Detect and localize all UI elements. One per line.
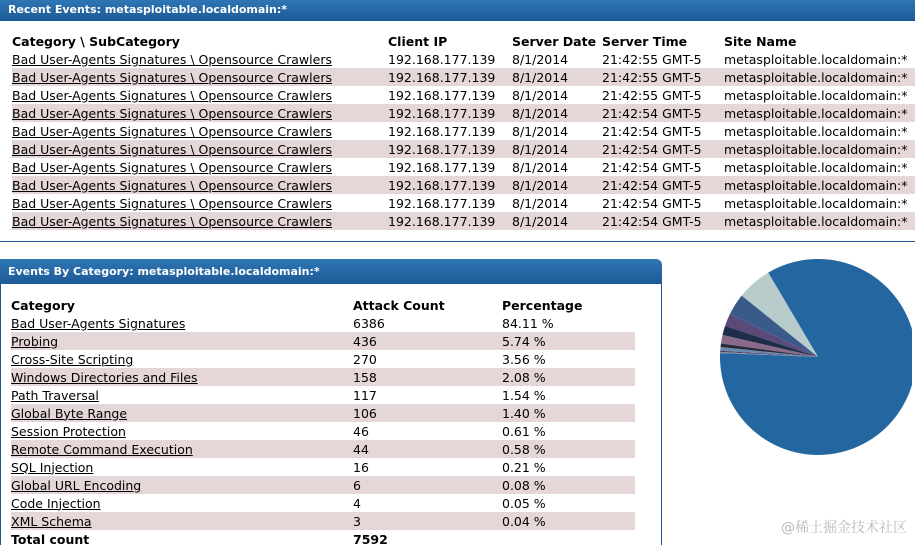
recent-event-cell: 21:42:55 GMT-5 (602, 51, 702, 67)
recent-event-cell: 8/1/2014 (512, 159, 569, 175)
recent-event-category-link[interactable]: Bad User-Agents Signatures \ Opensource Crawlers (12, 195, 332, 211)
recent-event-category-link[interactable]: Bad User-Agents Signatures \ Opensource Crawlers (12, 213, 332, 229)
category-row (11, 458, 635, 476)
category-cell: 1.54 % (502, 387, 546, 403)
recent-event-row (12, 104, 915, 122)
category-col-header: Attack Count (353, 297, 445, 313)
category-link[interactable]: Bad User-Agents Signatures (11, 315, 186, 331)
recent-event-cell: metasploitable.localdomain:* (724, 123, 908, 139)
recent-event-category-link[interactable]: Bad User-Agents Signatures \ Opensource Crawlers (12, 123, 332, 139)
category-link[interactable]: XML Schema (11, 513, 92, 529)
recent-col-header: Server Time (602, 33, 688, 49)
category-row (11, 476, 635, 494)
recent-event-cell: 192.168.177.139 (388, 140, 512, 158)
recent-event-cell: 192.168.177.139 (388, 212, 512, 230)
recent-event-cell: 21:42:54 GMT-5 (602, 195, 702, 211)
category-cell: 0.04 % (502, 512, 635, 530)
category-cell: 44 (353, 440, 502, 458)
recent-event-cell: metasploitable.localdomain:* (724, 104, 915, 122)
recent-event-cell (12, 212, 388, 230)
category-cell (11, 458, 353, 476)
category-row (11, 422, 635, 440)
recent-event-cell: metasploitable.localdomain:* (724, 176, 915, 194)
total-label: Total count (11, 531, 90, 547)
events-by-category-title: Events By Category: metasploitable.localdomain:* (8, 265, 320, 278)
recent-event-cell: 21:42:54 GMT-5 (602, 123, 702, 139)
recent-event-cell: 21:42:55 GMT-5 (602, 87, 702, 103)
recent-col-header: Category \ SubCategory (12, 33, 180, 49)
category-cell: 16 (353, 459, 369, 475)
recent-event-cell: 8/1/2014 (512, 195, 569, 211)
recent-event-row (12, 50, 915, 68)
recent-event-cell (12, 176, 388, 194)
recent-events-header (0, 0, 915, 21)
recent-col-header: Site Name (724, 33, 797, 49)
recent-event-cell: metasploitable.localdomain:* (724, 51, 908, 67)
category-cell: 2.08 % (502, 368, 635, 386)
category-link[interactable]: Cross-Site Scripting (11, 351, 134, 367)
recent-event-cell: 21:42:54 GMT-5 (602, 104, 724, 122)
events-by-category-table (11, 296, 635, 548)
category-cell: 0.05 % (502, 495, 546, 511)
recent-event-row (12, 176, 915, 194)
recent-event-cell: 21:42:54 GMT-5 (602, 212, 724, 230)
category-link[interactable]: Windows Directories and Files (11, 369, 198, 385)
category-row (11, 314, 635, 332)
recent-event-row (12, 122, 915, 140)
recent-event-cell: 8/1/2014 (512, 176, 602, 194)
recent-event-cell (12, 86, 388, 104)
recent-event-cell (12, 158, 388, 176)
category-cell: 158 (353, 368, 502, 386)
recent-event-category-link[interactable]: Bad User-Agents Signatures \ Opensource Crawlers (12, 141, 332, 157)
category-cell (11, 314, 353, 332)
category-cell: 0.58 % (502, 440, 635, 458)
recent-event-cell: 192.168.177.139 (388, 51, 496, 67)
category-cell: 117 (353, 387, 377, 403)
total-value: 7592 (353, 531, 388, 547)
recent-event-category-link[interactable]: Bad User-Agents Signatures \ Opensource Crawlers (12, 159, 332, 175)
events-by-category-header (0, 259, 662, 284)
category-cell: 0.21 % (502, 459, 546, 475)
recent-event-cell (12, 140, 388, 158)
recent-event-cell (12, 122, 388, 140)
category-link[interactable]: Session Protection (11, 423, 126, 439)
category-cell: 270 (353, 351, 377, 367)
recent-event-cell: 192.168.177.139 (388, 104, 512, 122)
recent-events-body (12, 50, 915, 230)
category-cell (11, 422, 353, 440)
recent-event-category-link[interactable]: Bad User-Agents Signatures \ Opensource Crawlers (12, 87, 332, 103)
recent-events-table (12, 32, 915, 230)
recent-event-category-link[interactable]: Bad User-Agents Signatures \ Opensource Crawlers (12, 69, 332, 85)
recent-event-row (12, 212, 915, 230)
recent-event-row (12, 68, 915, 86)
category-cell: 1.40 % (502, 404, 635, 422)
recent-event-cell: 192.168.177.139 (388, 159, 496, 175)
recent-event-cell: metasploitable.localdomain:* (724, 140, 915, 158)
category-cell (11, 332, 353, 350)
recent-event-cell: 8/1/2014 (512, 140, 602, 158)
recent-event-cell (12, 50, 388, 68)
category-col-header: Category (11, 297, 75, 313)
recent-event-cell: 8/1/2014 (512, 51, 569, 67)
recent-event-cell: 8/1/2014 (512, 123, 569, 139)
category-cell: 6386 (353, 315, 385, 331)
category-cell: 46 (353, 423, 369, 439)
category-cell: 5.74 % (502, 332, 635, 350)
category-body (11, 314, 635, 548)
recent-event-cell: 8/1/2014 (512, 68, 602, 86)
category-cell (11, 368, 353, 386)
recent-event-category-link[interactable]: Bad User-Agents Signatures \ Opensource Crawlers (12, 51, 332, 67)
category-row (11, 368, 635, 386)
recent-event-cell: metasploitable.localdomain:* (724, 212, 915, 230)
recent-event-cell (12, 194, 388, 212)
recent-event-cell: metasploitable.localdomain:* (724, 68, 915, 86)
category-cell: 436 (353, 332, 502, 350)
recent-event-cell: 21:42:55 GMT-5 (602, 68, 724, 86)
recent-event-cell: 192.168.177.139 (388, 87, 496, 103)
category-cell: 106 (353, 404, 502, 422)
category-cell: 84.11 % (502, 315, 554, 331)
category-cell (11, 476, 353, 494)
category-row (11, 332, 635, 350)
category-link[interactable]: Probing (11, 333, 59, 349)
recent-col-header: Server Date (512, 33, 597, 49)
recent-event-cell: 8/1/2014 (512, 212, 602, 230)
category-row (11, 494, 635, 512)
watermark: @稀土掘金技术社区 (781, 520, 907, 536)
category-cell: 0.08 % (502, 476, 635, 494)
category-cell (11, 512, 353, 530)
recent-event-cell: 21:42:54 GMT-5 (602, 159, 702, 175)
recent-event-cell: metasploitable.localdomain:* (724, 195, 908, 211)
category-cell (11, 386, 353, 404)
recent-event-cell: 8/1/2014 (512, 87, 569, 103)
recent-event-cell (12, 104, 388, 122)
recent-event-cell (12, 68, 388, 86)
recent-events-header-row (12, 32, 915, 50)
category-cell: 3.56 % (502, 351, 546, 367)
category-link[interactable]: Path Traversal (11, 387, 99, 403)
category-row (11, 404, 635, 422)
recent-event-cell: metasploitable.localdomain:* (724, 87, 908, 103)
category-cell (11, 404, 353, 422)
recent-event-category-link[interactable]: Bad User-Agents Signatures \ Opensource Crawlers (12, 105, 332, 121)
recent-event-cell: 192.168.177.139 (388, 195, 496, 211)
category-row (11, 386, 635, 404)
category-cell: 4 (353, 495, 361, 511)
recent-event-category-link[interactable]: Bad User-Agents Signatures \ Opensource Crawlers (12, 177, 332, 193)
recent-event-cell: 21:42:54 GMT-5 (602, 176, 724, 194)
category-header-row (11, 296, 635, 314)
recent-event-cell: metasploitable.localdomain:* (724, 159, 908, 175)
total-row (11, 530, 635, 548)
category-row (11, 440, 635, 458)
category-row (11, 350, 635, 368)
category-link[interactable]: SQL Injection (11, 459, 94, 475)
recent-event-cell: 21:42:54 GMT-5 (602, 140, 724, 158)
category-cell: 0.61 % (502, 423, 546, 439)
recent-event-row (12, 140, 915, 158)
category-link[interactable]: Global Byte Range (11, 405, 128, 421)
recent-event-row (12, 194, 915, 212)
category-col-header: Percentage (502, 297, 583, 313)
category-cell (11, 494, 353, 512)
category-cell: 6 (353, 476, 502, 494)
recent-event-cell: 192.168.177.139 (388, 123, 496, 139)
recent-events-title: Recent Events: metasploitable.localdomain:* (8, 3, 288, 16)
recent-event-cell: 192.168.177.139 (388, 176, 512, 194)
recent-event-row (12, 86, 915, 104)
category-cell (11, 440, 353, 458)
category-link[interactable]: Remote Command Execution (11, 441, 193, 457)
recent-event-cell: 192.168.177.139 (388, 68, 512, 86)
category-row (11, 512, 635, 530)
category-link[interactable]: Code Injection (11, 495, 101, 511)
recent-col-header: Client IP (388, 33, 448, 49)
category-pie-chart (712, 256, 912, 456)
category-cell (11, 350, 353, 368)
category-link[interactable]: Global URL Encoding (11, 477, 142, 493)
recent-event-row (12, 158, 915, 176)
category-cell: 3 (353, 512, 502, 530)
recent-event-cell: 8/1/2014 (512, 104, 602, 122)
